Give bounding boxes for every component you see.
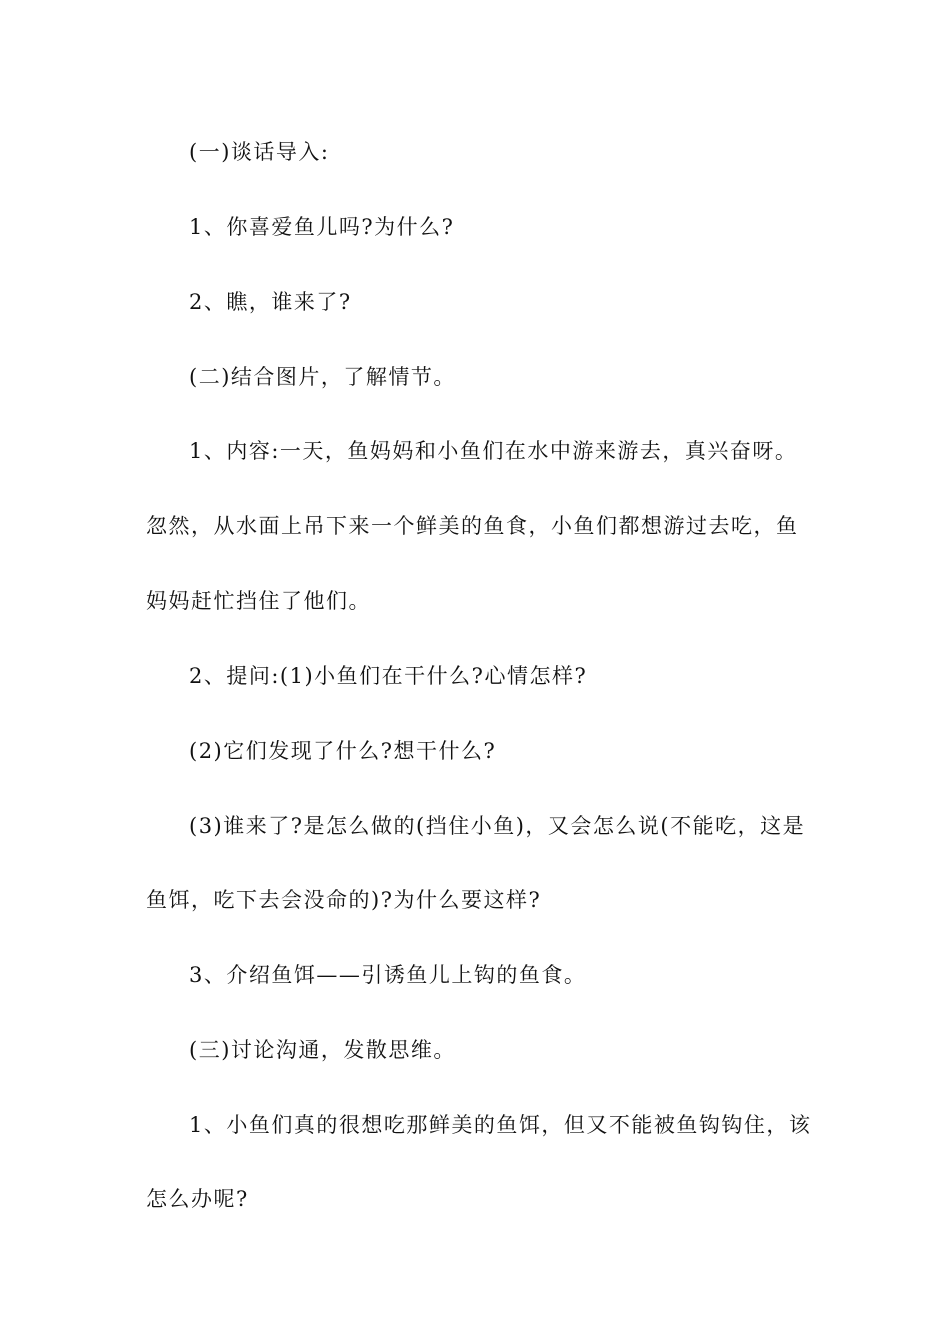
paragraph-line: 1、小鱼们真的很想吃那鲜美的鱼饵，但又不能被鱼钩钩住，该 — [189, 1113, 812, 1137]
section-heading-1: (一)谈话导入: — [189, 140, 330, 164]
paragraph-line: (2)它们发现了什么?想干什么? — [189, 739, 497, 763]
section-heading-3: (三)讨论沟通，发散思维。 — [189, 1038, 456, 1062]
paragraph-line: 2、瞧，谁来了? — [189, 290, 352, 314]
paragraph-line: 忽然，从水面上吊下来一个鲜美的鱼食，小鱼们都想游过去吃，鱼 — [146, 514, 799, 538]
paragraph-line: 妈妈赶忙挡住了他们。 — [146, 589, 371, 613]
paragraph-line: 怎么办呢? — [146, 1187, 249, 1211]
section-heading-2: (二)结合图片，了解情节。 — [189, 365, 456, 389]
paragraph-line: 1、内容:一天，鱼妈妈和小鱼们在水中游来游去，真兴奋呀。 — [189, 439, 798, 463]
paragraph-line: 鱼饵，吃下去会没命的)?为什么要这样? — [146, 888, 542, 912]
paragraph-line: 3、介绍鱼饵——引诱鱼儿上钩的鱼食。 — [189, 963, 587, 987]
paragraph-line: 2、提问:(1)小鱼们在干什么?心情怎样? — [189, 664, 588, 688]
paragraph-line: (3)谁来了?是怎么做的(挡住小鱼)，又会怎么说(不能吃，这是 — [189, 814, 806, 838]
paragraph-line: 1、你喜爱鱼儿吗?为什么? — [189, 215, 455, 239]
